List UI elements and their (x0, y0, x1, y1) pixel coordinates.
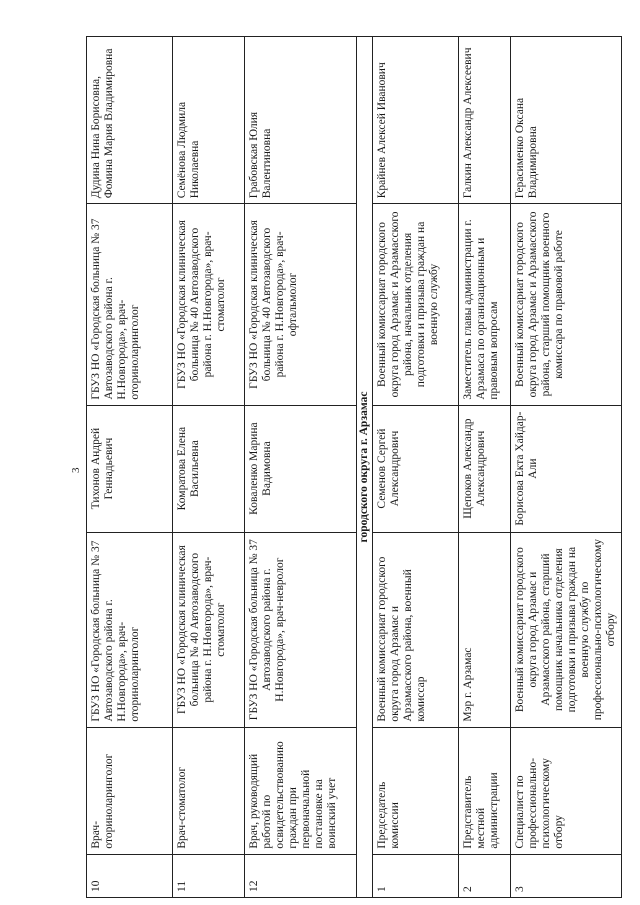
commission-role: Врач-стоматолог (173, 727, 245, 854)
table-row (511, 37, 622, 898)
table-row (373, 37, 459, 898)
reserve-member-org: ГБУЗ НО «Городская клиническая больница № 40 Автозаводского района г. Н.Новгорода», врач-офтальмолог (245, 204, 357, 405)
table-row (173, 37, 245, 898)
row-number: 2 (459, 854, 511, 897)
commission-role: Врач, руководящий работой по освидетельствованию граждан при первоначальной постановке на воинский учет (245, 727, 357, 854)
table-row (87, 37, 173, 898)
section-header-row (357, 37, 373, 898)
main-member-org: Мэр г. Арзамас (459, 532, 511, 727)
reserve-member-org: ГБУЗ НО «Городская клиническая больница № 40 Автозаводского района г. Н.Новгорода», врач-стоматолог (173, 204, 245, 405)
main-member-name: Комратова Елена Васильевна (173, 405, 245, 532)
commission-role: Председатель комиссии (373, 727, 459, 854)
reserve-member-name: Семёнова Людмила Николаевна (173, 37, 245, 204)
reserve-member-name: Герасименко Оксана Владимировна (511, 37, 622, 204)
reserve-member-org: Военный комиссариат городского округа город Арзамас и Арзамасского района, старший помощник военного комиссара по правовой работе (511, 204, 622, 405)
main-member-org: Военный комиссариат городского округа город Арзамас и Арзамасского района, военный комиссар (373, 532, 459, 727)
commission-role: Представитель местной администрации (459, 727, 511, 854)
page-number: 3 (70, 467, 82, 473)
main-member-name: Щепоков Александр Александрович (459, 405, 511, 532)
reserve-member-name: Дудина Нина Борисовна, Фомина Мария Владимировна (87, 37, 173, 204)
row-number: 1 (373, 854, 459, 897)
main-member-org: ГБУЗ НО «Городская больница № 37 Автозаводского района г. Н.Новгорода», врач-невролог (245, 532, 357, 727)
main-member-org: ГБУЗ НО «Городская клиническая больница № 40 Автозаводского района г. Н.Новгорода», врач-стоматолог (173, 532, 245, 727)
main-member-org: ГБУЗ НО «Городская больница № 37 Автозаводского района г. Н.Новгорода», врач-оториноларинголог (87, 532, 173, 727)
main-member-name: Семенов Сергей Александрович (373, 405, 459, 532)
commission-role: Врач-оториноларинголог (87, 727, 173, 854)
reserve-member-org: ГБУЗ НО «Городская больница № 37 Автозаводского района г. Н.Новгорода», врач-оториноларинголог (87, 204, 173, 405)
commission-table (86, 36, 622, 898)
main-member-name: Коваленко Марина Вадимовна (245, 405, 357, 532)
reserve-member-org: Заместитель главы администрации г. Арзамаса по организационным и правовым вопросам (459, 204, 511, 405)
section-title: городского округа г. Арзамас (357, 37, 373, 898)
reserve-member-name: Крайнев Алексей Иванович (373, 37, 459, 204)
reserve-member-org: Военный комиссариат городского округа город Арзамас и Арзамасского района, начальник отделения подготовки и призыва граждан на военную службу (373, 204, 459, 405)
row-number: 11 (173, 854, 245, 897)
commission-role: Специалист по профессионально-психологическому отбору (511, 727, 622, 854)
row-number: 3 (511, 854, 622, 897)
reserve-member-name: Галкин Александр Алексеевич (459, 37, 511, 204)
row-number: 12 (245, 854, 357, 897)
rotated-page (64, 36, 620, 898)
main-member-name: Борисова Екта Хайдар-Али (511, 405, 622, 532)
main-member-name: Тихонов Андрей Геннадьевич (87, 405, 173, 532)
table-row (459, 37, 511, 898)
row-number: 10 (87, 854, 173, 897)
main-member-org: Военный комиссариат городского округа город Арзамас и Арзамасского района, старший помощник начальника отделения подготовки и призыва граждан на военную службу по профессионально-психологическому отбору (511, 532, 622, 727)
table-row (245, 37, 357, 898)
reserve-member-name: Грабовская Юлия Валентиновна (245, 37, 357, 204)
